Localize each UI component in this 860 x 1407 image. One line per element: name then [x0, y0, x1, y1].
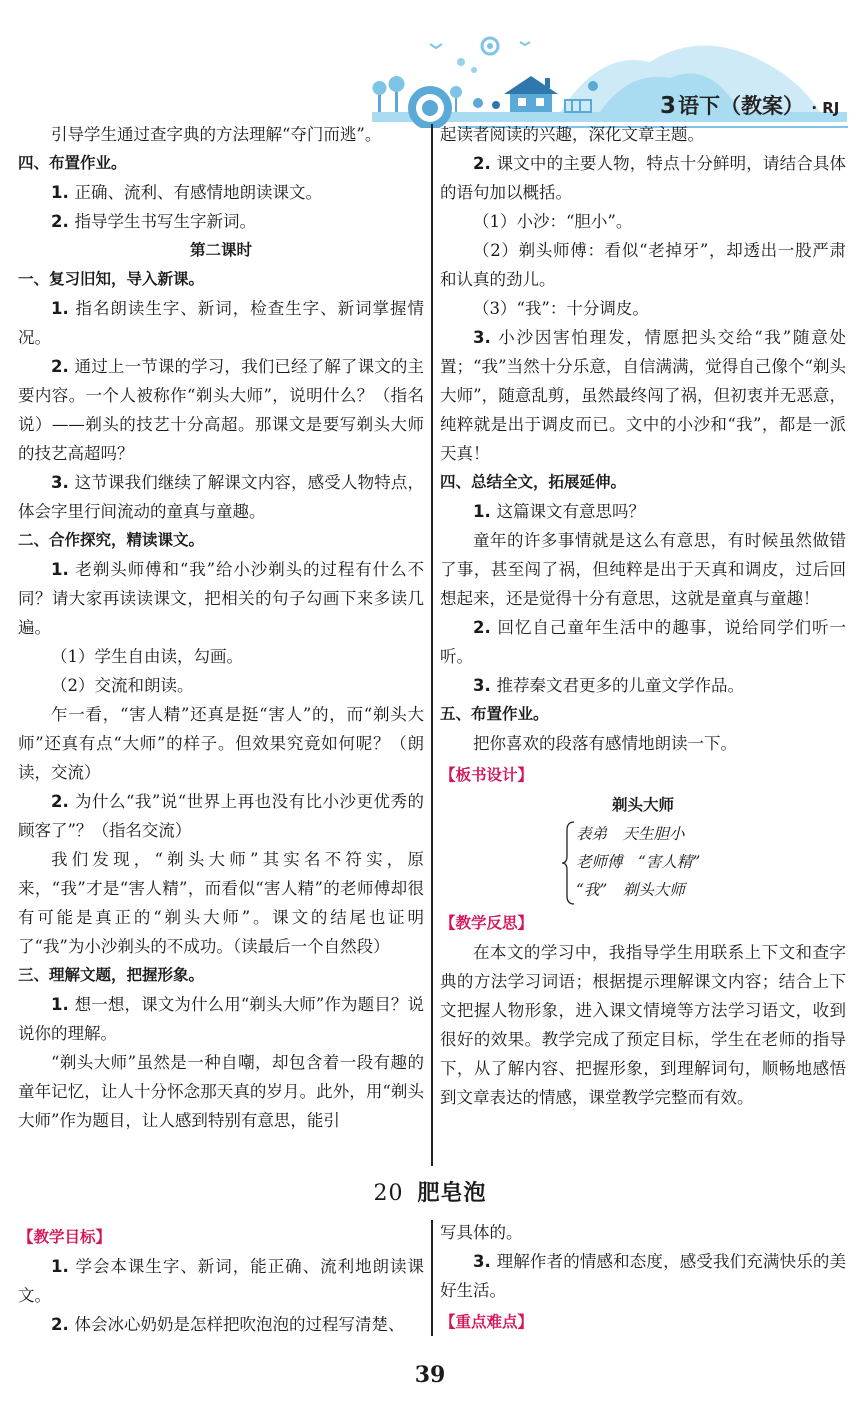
list-item: 2. 为什么“我”说“世界上再也没有比小沙更优秀的顾客了”？（指名交流）: [18, 792, 424, 840]
edition-label: · RJ: [811, 99, 840, 117]
list-item: 1. 正确、流利、有感情地朗读课文。: [51, 183, 322, 202]
teaching-reflection-tag: 【教学反思】: [440, 914, 534, 932]
list-item: 3. 这节课我们继续了解课文内容，感受人物特点，体会字里行间流动的童真与童趣。: [18, 473, 424, 521]
sub-item: （1）小沙：“胆小”。: [473, 212, 633, 231]
board-title: 剃头大师: [611, 796, 674, 814]
lesson-title: [0, 1176, 860, 1207]
list-item: 3. 理解作者的情感和态度，感受我们充满快乐的美好生活。: [440, 1252, 846, 1300]
right-column: [440, 120, 846, 1112]
paragraph: 把你喜欢的段落有感情地朗读一下。: [473, 734, 737, 753]
board-row: 老师傅 “害人精”: [576, 853, 701, 871]
section-heading: 一、复习旧知，导入新课。: [18, 270, 205, 288]
board-row: “我” 剃头大师: [576, 881, 685, 899]
key-points-tag: 【重点难点】: [440, 1313, 534, 1331]
list-item: 2. 体会冰心奶奶是怎样把吹泡泡的过程写清楚、: [51, 1315, 405, 1334]
page-number: 39: [414, 1362, 446, 1388]
paragraph: 写具体的。: [440, 1223, 523, 1242]
paragraph: 在本文的学习中，我指导学生用联系上下文和查字典的方法学习词语；根据提示理解课文内容；结合上下文把握人物形象，进入课文情境等方法学习语文，收到很好的效果。教学完成了预定目标，学生在老师的指导下，从了解内容、把握形象，到理解词句，顺畅地感悟到文章表达的情感，课堂教学完整而有效。: [440, 943, 846, 1107]
board-design: [440, 790, 846, 906]
paragraph: 童年的许多事情就是这么有意思，有时候虽然做错了事，甚至闯了祸，但纯粹是出于天真和调皮，过后回想起来，还是觉得十分有意思，这就是童真与童趣！: [440, 531, 846, 608]
section-heading: 五、布置作业。: [440, 705, 549, 723]
list-item: 2. 通过上一节课的学习，我们已经了解了课文的主要内容。一个人被称作“剃头大师”，说明什么？（指名说）——剃头的技艺十分高超。那课文是要写剃头大师的技艺高超吗？: [18, 357, 424, 463]
book-subtitle: 语下（教案）: [678, 94, 805, 118]
column-divider-lower: [431, 1220, 433, 1336]
sub-item: （2）交流和朗读。: [51, 676, 194, 695]
section-heading: 三、理解文题，把握形象。: [18, 966, 205, 984]
lesson-number: 20: [373, 1181, 404, 1206]
sub-item: （3）“我”：十分调皮。: [473, 299, 649, 318]
list-item: 2. 指导学生书写生字新词。: [51, 212, 256, 231]
board-row: 表弟 天生胆小: [576, 825, 685, 843]
left-column: [18, 120, 424, 1135]
lesson20-right: [440, 1218, 846, 1337]
lesson-heading: 第二课时: [189, 241, 252, 259]
book-title: [660, 90, 839, 120]
list-item: 3. 推荐秦文君更多的儿童文学作品。: [473, 676, 744, 695]
list-item: 1. 学会本课生字、新词，能正确、流利地朗读课文。: [18, 1257, 424, 1305]
sub-item: （2）剃头师傅：看似“老掉牙”，却透出一股严肃和认真的劲儿。: [440, 241, 846, 289]
list-item: 1. 想一想，课文为什么用“剃头大师”作为题目？说说你的理解。: [18, 995, 425, 1043]
grade-number: 3: [660, 93, 677, 119]
page-header: [0, 0, 860, 128]
section-heading: 四、总结全文，拓展延伸。: [440, 473, 627, 491]
paragraph: 起读者阅读的兴趣，深化文章主题。: [440, 125, 704, 144]
paragraph: 我们发现，“剃头大师”其实名不符实，原来，“我”才是“害人精”，而看似“害人精”的老师傅却很有可能是真正的“剃头大师”。课文的结尾也证明了“我”为小沙剃头的不成功。（读最后一个自然段）: [18, 850, 424, 956]
paragraph: 乍一看，“害人精”还真是挺“害人”的，而“剃头大师”还真有点“大师”的样子。但效果究竟如何呢？（朗读，交流）: [18, 705, 424, 782]
paragraph: 引导学生通过查字典的方法理解“夺门而逃”。: [51, 125, 382, 144]
teaching-goals-tag: 【教学目标】: [18, 1228, 112, 1246]
brace-icon: [562, 820, 576, 906]
sub-item: （1）学生自由读，勾画。: [51, 647, 243, 666]
paragraph: “剃头大师”虽然是一种自嘲，却包含着一段有趣的童年记忆，让人十分怀念那天真的岁月。此外，用“剃头大师”作为题目，让人感到特别有意思，能引: [18, 1053, 424, 1130]
lesson20-left: [18, 1220, 424, 1339]
section-heading: 四、布置作业。: [18, 154, 127, 172]
list-item: 3. 小沙因害怕理发，情愿把头交给“我”随意处置；“我”当然十分乐意，自信满满，觉得自己像个“剃头大师”，随意乱剪，虽然最终闯了祸，但初衷并无恶意，纯粹就是出于调皮而已。文中的小沙和“我”，都是一派天真！: [440, 328, 846, 463]
list-item: 2. 课文中的主要人物，特点十分鲜明，请结合具体的语句加以概括。: [440, 154, 846, 202]
board-design-tag: 【板书设计】: [440, 766, 534, 784]
lesson-name: 肥皂泡: [417, 1180, 487, 1206]
list-item: 2. 回忆自己童年生活中的趣事，说给同学们听一听。: [440, 618, 846, 666]
list-item: 1. 老剃头师傅和“我”给小沙剃头的过程有什么不同？请大家再读读课文，把相关的句子勾画下来多读几遍。: [18, 560, 424, 637]
section-heading: 二、合作探究，精读课文。: [18, 531, 205, 549]
list-item: 1. 这篇课文有意思吗？: [473, 502, 645, 521]
column-divider: [431, 124, 433, 1166]
list-item: 1. 指名朗读生字、新词，检查生字、新词掌握情况。: [18, 299, 424, 347]
